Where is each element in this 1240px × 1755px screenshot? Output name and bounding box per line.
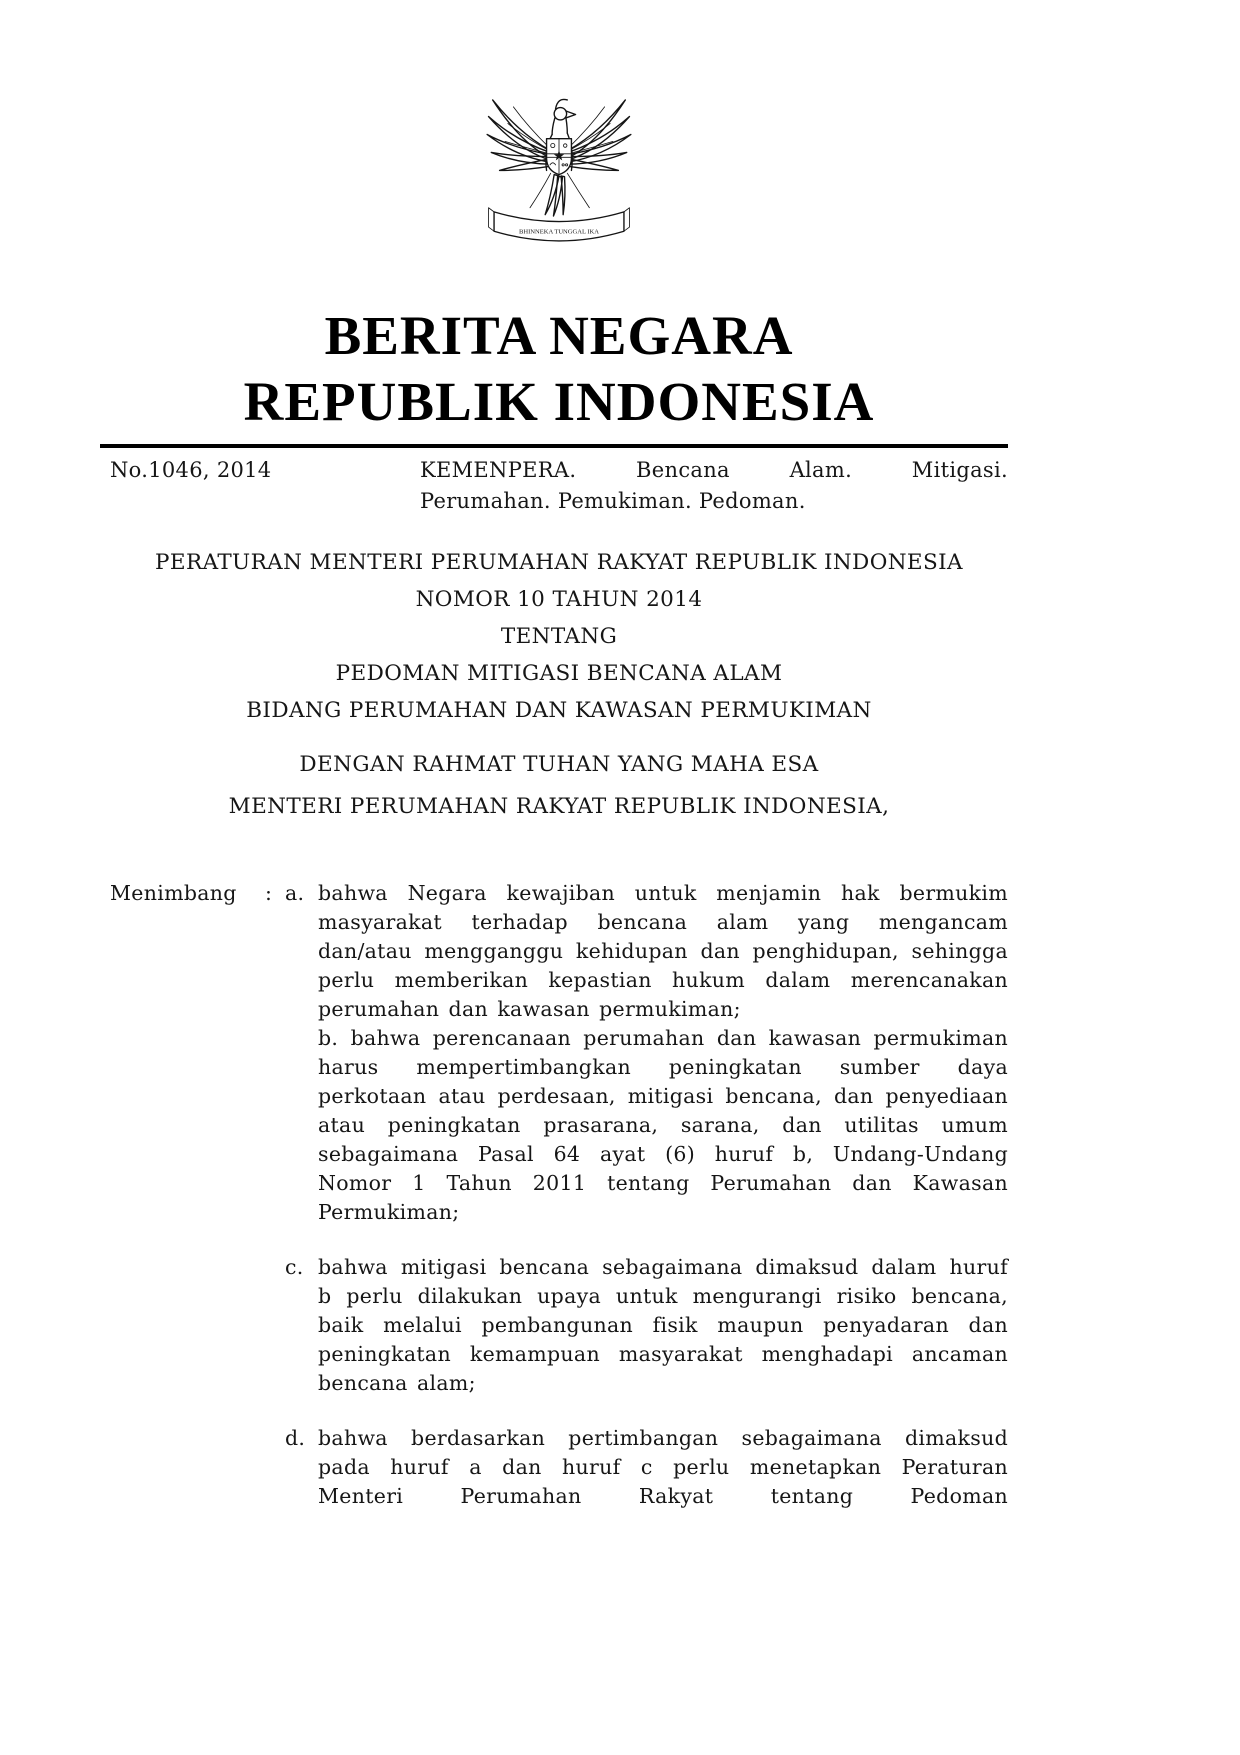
subject-line2: Perumahan. Pemukiman. Pedoman.: [420, 489, 806, 513]
eagle-head-icon: [552, 99, 575, 134]
left-wing-icon: [487, 100, 550, 170]
issue-number: No.1046, 2014: [110, 458, 272, 482]
menimbang-label: Menimbang: [110, 881, 237, 905]
invocation-line: DENGAN RAHMAT TUHAN YANG MAHA ESA: [299, 752, 819, 777]
item-letter-c: c.: [285, 1255, 304, 1279]
garuda-pancasila-emblem: [483, 86, 635, 259]
consideration-paragraph-b: b. bahwa perencanaan perumahan dan kawasan permukiman harus mempertimbangkan peningkatan sumber daya perkotaan atau perdesaan, mitigasi bencana, dan penyediaan atau peningkatan prasarana, sarana, dan utilitas umum sebagaimana Pasal 64 ayat (6) huruf b, Undang-Undang Nomor 1 Tahun 2011 tentang Perumahan dan Kawasan Permukiman;: [318, 1026, 1008, 1224]
pancasila-shield-icon: [547, 139, 572, 175]
authority-line: MENTERI PERUMAHAN RAKYAT REPUBLIK INDONESIA,: [228, 794, 890, 819]
item-letter-d: d.: [285, 1426, 306, 1450]
masthead-divider: [100, 444, 1008, 448]
subject-line1: KEMENPERA. Bencana Alam. Mitigasi.: [420, 458, 1008, 482]
item-text-d: [318, 1424, 1008, 1511]
issue-row: [110, 455, 1008, 517]
consideration-item-c: [110, 1253, 1008, 1398]
consideration-paragraph-d: bahwa berdasarkan pertimbangan sebagaimana dimaksud pada huruf a dan huruf c perlu menetapkan Peraturan Menteri Perumahan Rakyat tentang Pedoman: [318, 1426, 1008, 1508]
item-text-a-b: [318, 879, 1008, 1227]
regulation-number: NOMOR 10 TAHUN 2014: [415, 587, 703, 612]
consideration-item-a: [110, 879, 1008, 1227]
considerations-section: [110, 879, 1008, 1511]
masthead-title: [110, 303, 1008, 435]
consideration-item-d: [110, 1424, 1008, 1511]
regulation-subject-line1: PEDOMAN MITIGASI BENCANA ALAM: [335, 661, 783, 686]
consideration-paragraph-c: bahwa mitigasi bencana sebagaimana dimaksud dalam huruf b perlu dilakukan upaya untuk mengurangi risiko bencana, baik melalui pembangunan fisik maupun penyadaran dan peningkatan kemampuan masyarakat menghadapi ancaman bencana alam;: [318, 1255, 1008, 1395]
right-wing-icon: [568, 100, 631, 170]
motto-banner-icon: [489, 208, 630, 241]
motto-text: BHINNEKA TUNGGAL IKA: [518, 228, 600, 236]
masthead-line1: BERITA NEGARA: [324, 305, 794, 366]
item-text-c: [318, 1253, 1008, 1398]
emblem-container: [110, 0, 1008, 263]
masthead-line2: REPUBLIK INDONESIA: [243, 371, 875, 432]
subject-keywords: [420, 455, 1008, 517]
regulation-subject-line2: BIDANG PERUMAHAN DAN KAWASAN PERMUKIMAN: [246, 698, 872, 723]
item-letter-a: a.: [285, 881, 305, 905]
menimbang-colon: :: [265, 881, 273, 905]
tail-feathers-icon: [545, 175, 565, 216]
consideration-paragraph-a: bahwa Negara kewajiban untuk menjamin hak bermukim masyarakat terhadap bencana alam yang mengancam dan/atau mengganggu kehidupan dan penghidupan, sehingga perlu memberikan kepastian hukum dalam merencanakan perumahan dan kawasan permukiman;: [318, 881, 1008, 1021]
regulation-title: PERATURAN MENTERI PERUMAHAN RAKYAT REPUBLIK INDONESIA: [155, 550, 963, 575]
regulation-headings: [110, 544, 1008, 825]
regulation-about-label: TENTANG: [500, 624, 618, 649]
